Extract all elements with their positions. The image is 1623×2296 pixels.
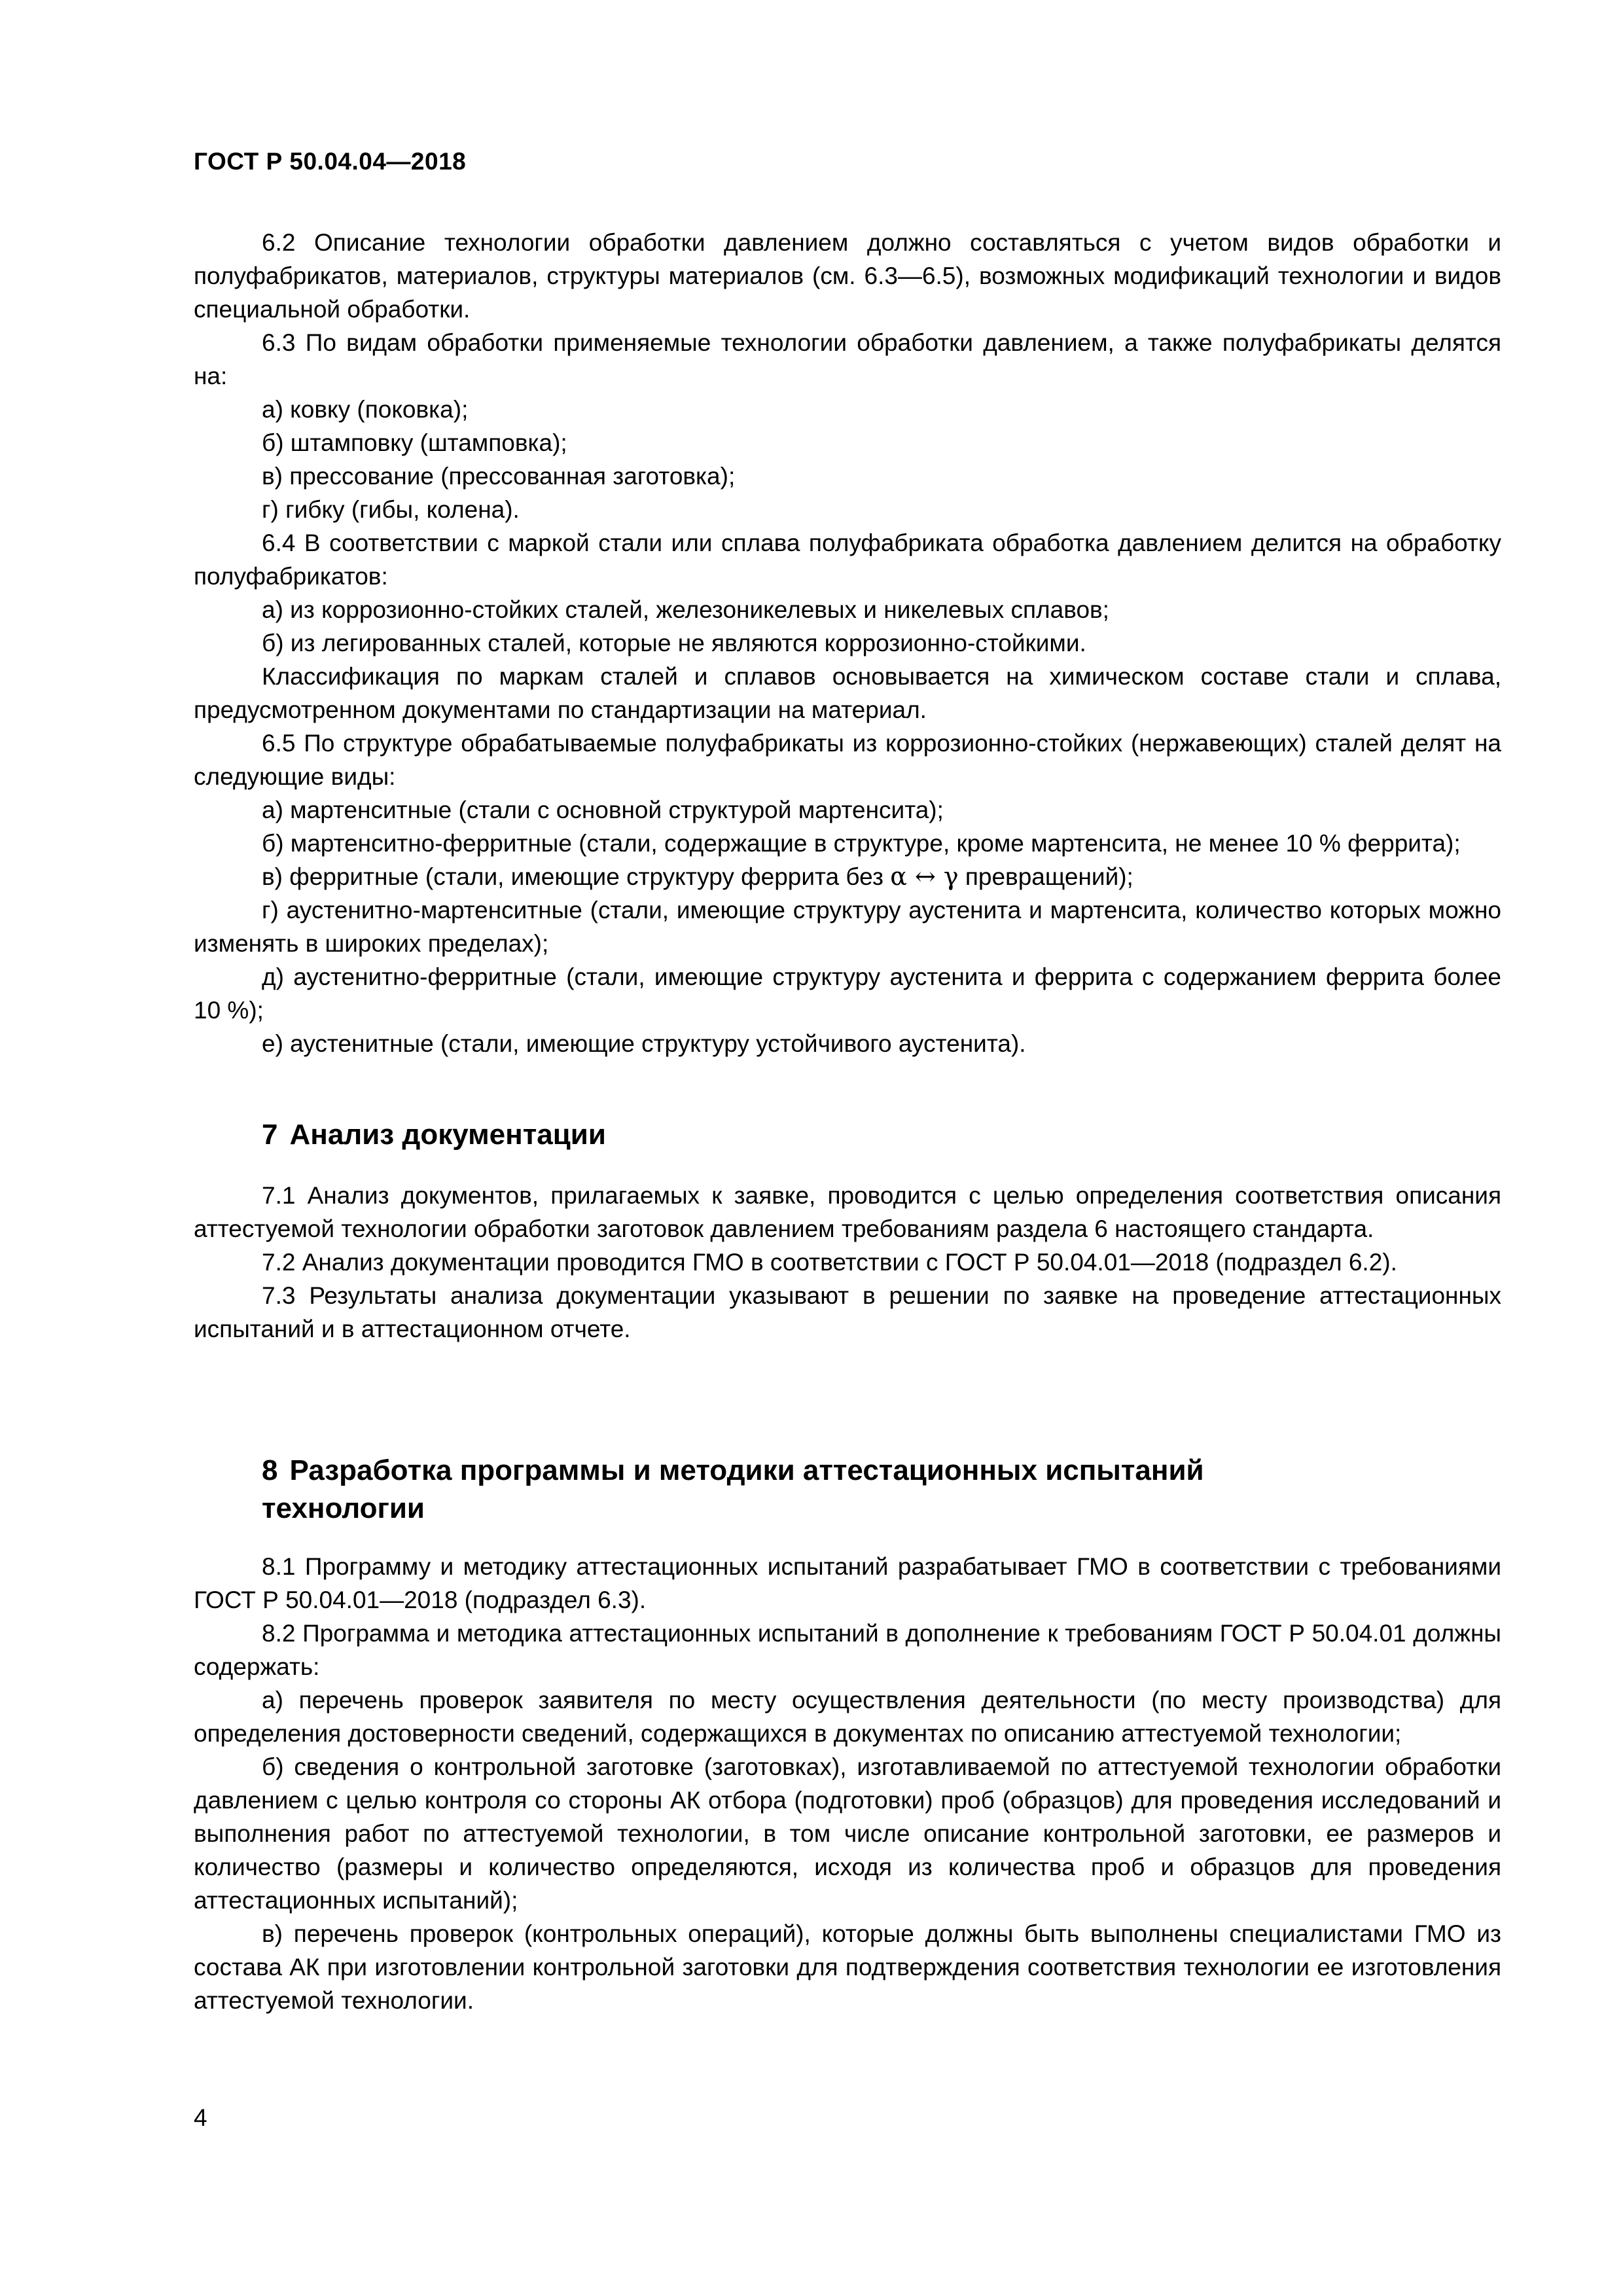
item-text: превращений); <box>958 863 1133 890</box>
page-number: 4 <box>194 2104 207 2131</box>
section-8-heading <box>194 1452 1501 1528</box>
list-item: е) аустенитные (стали, имеющие структуру устойчивого аустенита). <box>262 1030 1026 1057</box>
list-item: а) мартенситные (стали с основной структурой мартенсита); <box>262 797 944 823</box>
paragraph-7-2: 7.2 Анализ документации проводится ГМО в соответствии с ГОСТ Р 50.04.01—2018 (подраздел 6.2). <box>262 1249 1397 1276</box>
section-title: Разработка программы и методики аттестационных испытаний <box>289 1454 1204 1486</box>
paragraph-6-4: 6.4 В соответствии с маркой стали или сплава полуфабриката обработка давлением делится на обработку полуфабрикатов: <box>194 529 1501 590</box>
list-item: в) прессование (прессованная заготовка); <box>262 463 736 490</box>
paragraph-6-3: 6.3 По видам обработки применяемые технологии обработки давлением, а также полуфабрикаты делятся на: <box>194 329 1501 389</box>
paragraph-6-2: 6.2 Описание технологии обработки давлением должно составляться с учетом видов обработки и полуфабрикатов, материалов, структуры материалов (см. 6.3—6.5), возможных модификаций технологии и видов специальной обработки. <box>194 229 1501 323</box>
list-item: б) штамповку (штамповка); <box>262 429 567 456</box>
paragraph-6-5: 6.5 По структуре обрабатываемые полуфабрикаты из коррозионно-стойких (нержавеющих) сталей делят на следующие виды: <box>194 730 1501 790</box>
list-item: в) перечень проверок (контрольных операций), которые должны быть выполнены специалистами ГМО из состава АК при изготовлении контрольной заготовки для подтверждения соответствия технологии ее изготовления аттестуемой технологии. <box>194 1920 1501 2014</box>
paragraph-8-1: 8.1 Программу и методику аттестационных испытаний разрабатывает ГМО в соответствии с требованиями ГОСТ Р 50.04.01—2018 (подраздел 6.3). <box>194 1553 1501 1613</box>
list-item: а) ковку (поковка); <box>262 396 469 423</box>
paragraph-8-2: 8.2 Программа и методика аттестационных испытаний в дополнение к требованиям ГОСТ Р 50.04.01 должны содержать: <box>194 1620 1501 1680</box>
section-8 <box>194 1452 1501 2017</box>
list-item: а) из коррозионно-стойких сталей, железоникелевых и никелевых сплавов; <box>262 596 1109 623</box>
paragraph-7-1: 7.1 Анализ документов, прилагаемых к заявке, проводится с целью определения соответствия описания аттестуемой технологии обработки заготовок давлением требованиям раздела 6 настоящего стандарта. <box>194 1182 1501 1242</box>
list-item: д) аустенитно-ферритные (стали, имеющие структуру аустенита и феррита с содержанием феррита более 10 %); <box>194 963 1501 1024</box>
list-item-formula <box>194 860 1501 893</box>
list-item: б) мартенситно-ферритные (стали, содержащие в структуре, кроме мартенсита, не менее 10 % феррита); <box>262 830 1461 857</box>
phase-transition-formula: α ↔ γ <box>890 862 959 891</box>
section-title: Анализ документации <box>289 1119 606 1151</box>
list-item: б) из легированных сталей, которые не являются коррозионно-стойкими. <box>262 630 1086 656</box>
paragraph-6-4-note: Классификация по маркам сталей и сплавов основывается на химическом составе стали и сплава, предусмотренном документами по стандартизации на материал. <box>194 663 1501 723</box>
heading-line <box>262 1454 1204 1486</box>
section-number: 7 <box>262 1119 278 1151</box>
section-number: 8 <box>262 1454 278 1486</box>
list-item: г) гибку (гибы, колена). <box>262 496 520 523</box>
list-item: г) аустенитно-мартенситные (стали, имеющие структуру аустенита и мартенсита, количество которых можно изменять в широких пределах); <box>194 897 1501 957</box>
heading-line: технологии <box>262 1492 425 1524</box>
section-7 <box>194 1116 1501 1346</box>
item-text: в) ферритные (стали, имеющие структуру феррита без <box>262 863 891 890</box>
paragraph-7-3: 7.3 Результаты анализа документации указывают в решении по заявке на проведение аттестационных испытаний и в аттестационном отчете. <box>194 1282 1501 1342</box>
list-item: а) перечень проверок заявителя по месту осуществления деятельности (по месту производства) для определения достоверности сведений, содержащихся в документах по описанию аттестуемой технологии; <box>194 1687 1501 1747</box>
document-header: ГОСТ Р 50.04.04—2018 <box>194 148 467 175</box>
list-item: б) сведения о контрольной заготовке (заготовках), изготавливаемой по аттестуемой технологии обработки давлением с целью контроля со стороны АК отбора (подготовки) проб (образцов) для проведения исследований и выполнения работ по аттестуемой технологии, в том числе описание контрольной заготовки, ее размеров и количество (размеры и количество определяются, исходя из количества проб и образцов для проведения аттестационных испытаний); <box>194 1753 1501 1914</box>
section-6-body <box>194 226 1501 1060</box>
section-7-heading <box>194 1116 1501 1154</box>
